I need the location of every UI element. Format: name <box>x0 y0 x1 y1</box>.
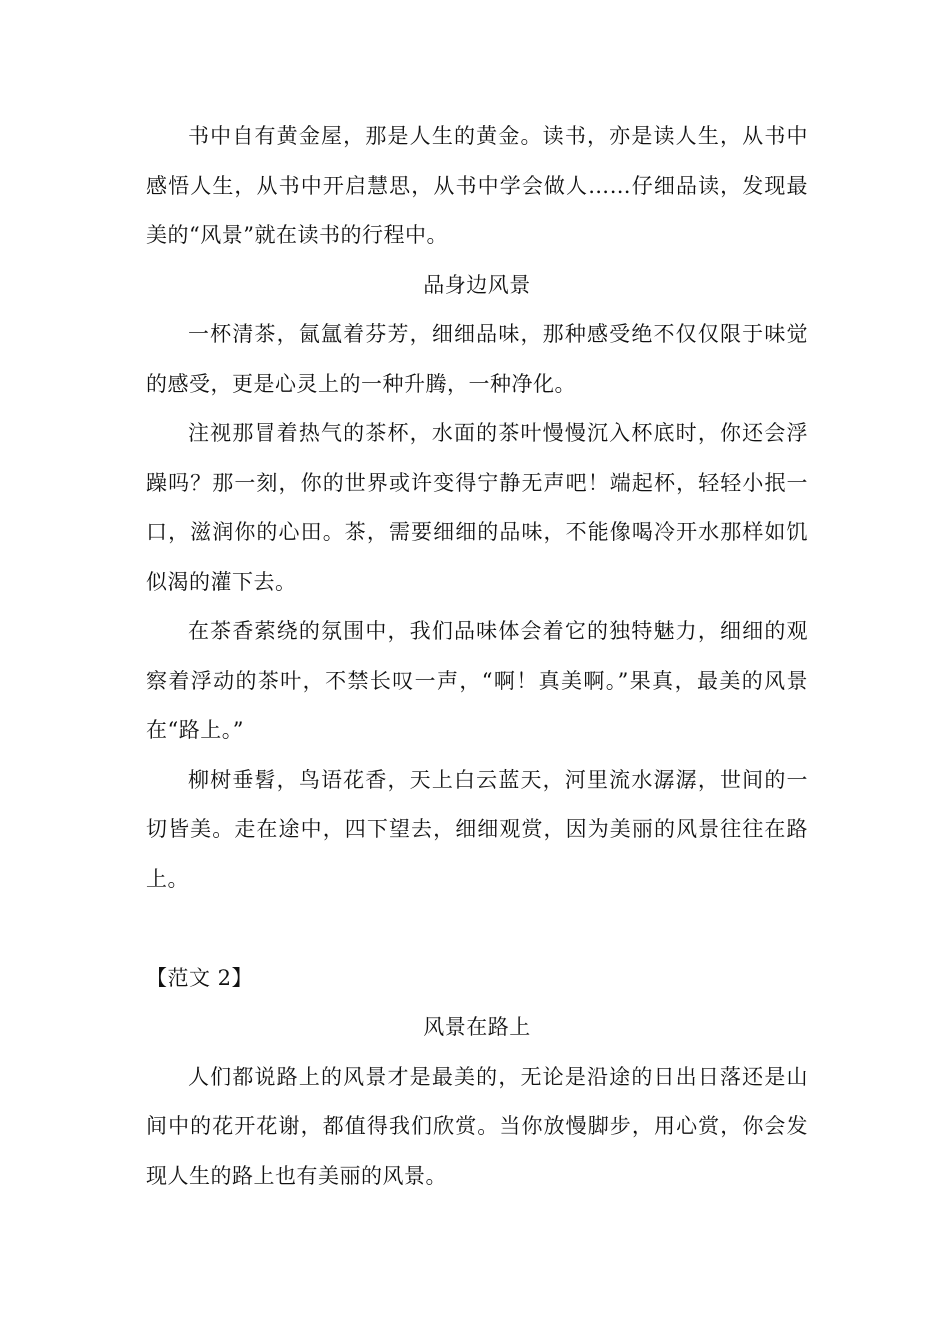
heading-fengjing-zai-lushang: 风景在路上 <box>423 1015 531 1039</box>
section-label-fanwen-2: 【范文 2】 <box>146 965 254 990</box>
document-page <box>146 112 808 1201</box>
heading-pin-shenbian-fengjing: 品身边风景 <box>423 272 531 297</box>
section-gap <box>146 904 808 954</box>
paragraph-tea-1: 一杯清茶，氤氲着芬芳，细细品味，那种感受绝不仅仅限于味觉的感受，更是心灵上的一种升腾，一种净化。 <box>146 322 808 396</box>
paragraph-tea-3: 在茶香萦绕的氛围中，我们品味体会着它的独特魅力，细细的观察着浮动的茶叶，不禁长叹一声，“啊！真美啊。”果真，最美的风景在“路上。” <box>146 619 808 742</box>
paragraph-scenery: 柳树垂髫，鸟语花香，天上白云蓝天，河里流水潺潺，世间的一切皆美。走在途中，四下望去，细细观赏，因为美丽的风景往往在路上。 <box>146 767 808 891</box>
paragraph-intro: 书中自有黄金屋，那是人生的黄金。读书，亦是读人生，从书中感悟人生，从书中开启慧思，从书中学会做人……仔细品读，发现最美的“风景”就在读书的行程中。 <box>146 124 808 247</box>
paragraph-tea-2: 注视那冒着热气的茶杯，水面的茶叶慢慢沉入杯底时，你还会浮躁吗？那一刻，你的世界或许变得宁静无声吧！端起杯，轻轻小抿一口，滋润你的心田。茶，需要细细的品味，不能像喝冷开水那样如饥似渴的灌下去。 <box>146 421 808 594</box>
paragraph-road-scenery: 人们都说路上的风景才是最美的，无论是沿途的日出日落还是山间中的花开花谢，都值得我们欣赏。当你放慢脚步，用心赏，你会发现人生的路上也有美丽的风景。 <box>146 1064 808 1188</box>
